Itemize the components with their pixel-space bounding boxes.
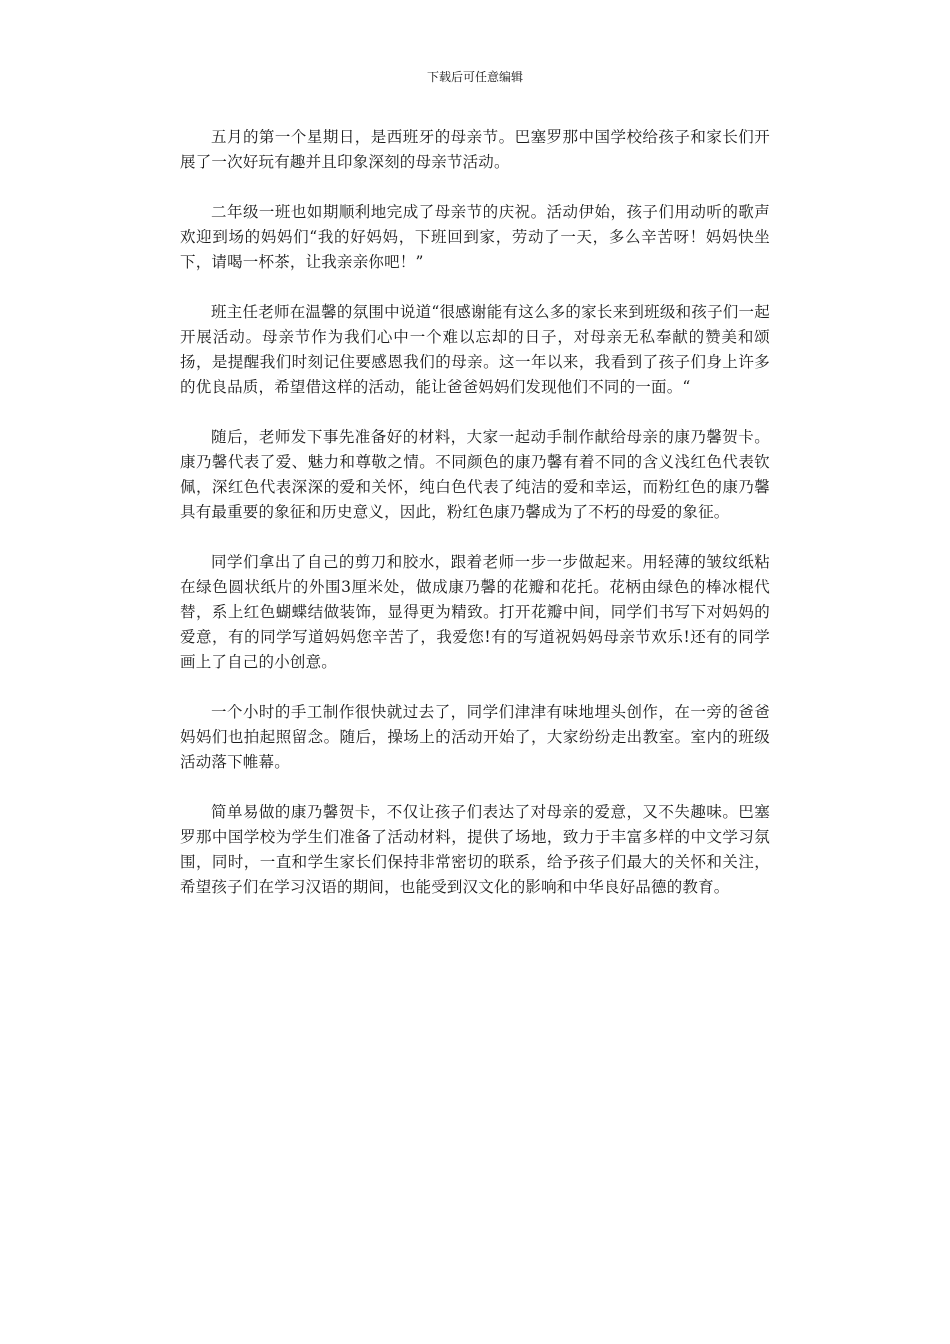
article-body bbox=[180, 125, 770, 925]
paragraph-3: 班主任老师在温馨的氛围中说道“很感谢能有这么多的家长来到班级和孩子们一起开展活动。母亲节作为我们心中一个难以忘却的日子，对母亲无私奉献的赞美和颂扬，是提醒我们时刻记住要感恩我们的母亲。这一年以来，我看到了孩子们身上许多的优良品质，希望借这样的活动，能让爸爸妈妈们发现他们不同的一面。“ bbox=[180, 303, 770, 396]
paragraph-5: 同学们拿出了自己的剪刀和胶水，跟着老师一步一步做起来。用轻薄的皱纹纸粘在绿色圆状纸片的外围3厘米处，做成康乃馨的花瓣和花托。花柄由绿色的棒冰棍代替，系上红色蝴蝶结做装饰，显得更为精致。打开花瓣中间，同学们书写下对妈妈的爱意，有的同学写道妈妈您辛苦了，我爱您!有的写道祝妈妈母亲节欢乐!还有的同学画上了自己的小创意。 bbox=[180, 553, 770, 671]
paragraph-1: 五月的第一个星期日，是西班牙的母亲节。巴塞罗那中国学校给孩子和家长们开展了一次好玩有趣并且印象深刻的母亲节活动。 bbox=[180, 128, 770, 171]
paragraph-7: 简单易做的康乃馨贺卡，不仅让孩子们表达了对母亲的爱意，又不失趣味。巴塞罗那中国学校为学生们准备了活动材料，提供了场地，致力于丰富多样的中文学习氛围，同时，一直和学生家长们保持非常密切的联系，给予孩子们最大的关怀和关注，希望孩子们在学习汉语的期间，也能受到汉文化的影响和中华良好品德的教育。 bbox=[180, 803, 770, 896]
paragraph-4: 随后，老师发下事先准备好的材料，大家一起动手制作献给母亲的康乃馨贺卡。康乃馨代表了爱、魅力和尊敬之情。不同颜色的康乃馨有着不同的含义浅红色代表钦佩，深红色代表深深的爱和关怀，纯白色代表了纯洁的爱和幸运，而粉红色的康乃馨具有最重要的象征和历史意义，因此，粉红色康乃馨成为了不朽的母爱的象征。 bbox=[180, 428, 770, 521]
paragraph-6: 一个小时的手工制作很快就过去了，同学们津津有味地埋头创作，在一旁的爸爸妈妈们也拍起照留念。随后，操场上的活动开始了，大家纷纷走出教室。室内的班级活动落下帷幕。 bbox=[180, 703, 770, 771]
paragraph-2: 二年级一班也如期顺利地完成了母亲节的庆祝。活动伊始，孩子们用动听的歌声欢迎到场的妈妈们“我的好妈妈，下班回到家，劳动了一天，多么辛苦呀！妈妈快坐下，请喝一杯茶，让我亲亲你吧！” bbox=[180, 203, 770, 271]
header-note: 下载后可任意编辑 bbox=[426, 70, 523, 84]
